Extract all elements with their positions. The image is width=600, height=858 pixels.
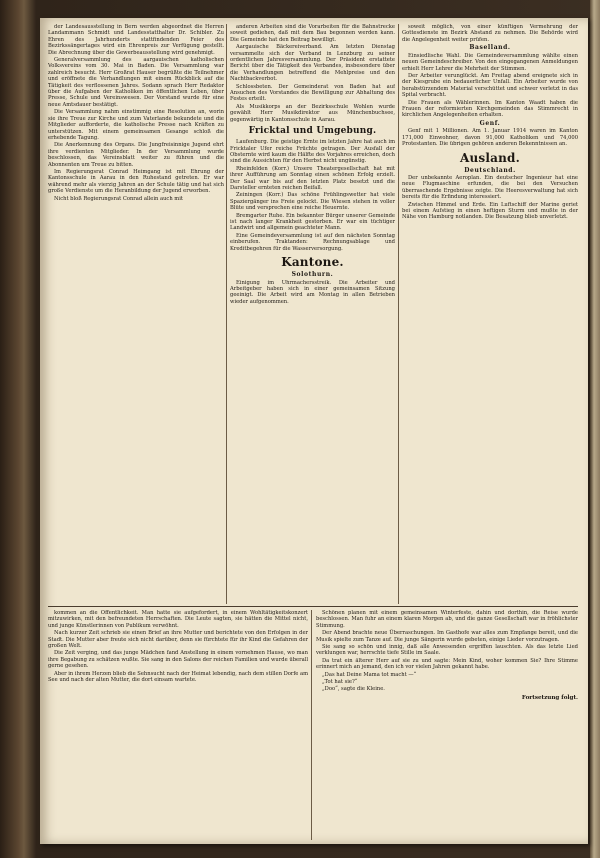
paragraph: anderen Arbeiten sind die Vorarbeiten für die Bahnstrecke soweit gediehen, daß mit dem Bau begonnen werden kann. Die Gemeinde hat den Beitrag bewilligt. (230, 24, 395, 43)
paragraph: Im Regierungsrat Conrad Heimgang ist mit Ehrung der Kantonsschule in Aarau in den Ruhestand getreten. Er war während mehr als vierzig Jahren an der Schule tätig und hat sich große Verdienste um die Heranbildung der Jugend erworben. (48, 168, 224, 195)
column-2 (230, 24, 395, 604)
feuilleton-left (48, 610, 308, 840)
column-divider (398, 24, 399, 604)
paragraph: Nach kurzer Zeit schrieb sie einen Brief an ihre Mutter und berichtete von den Erfolgen in der Stadt. Die Mutter aber freute sich nicht darüber, denn sie fürchtete für ihr Kind die Gefahren der großen Welt. (48, 630, 308, 650)
paragraph: Einigung im Uhrmachersstreik. Die Arbeiter und Arbeitgeber haben sich in einer gemeinsamen Sitzung geeinigt. Die Arbeit wird am Montag in allen Betrieben wieder aufgenommen. (230, 279, 395, 305)
paragraph: „Doo“, sagte die Kleine. (322, 686, 385, 693)
subheading-deutschland: Deutschland. (464, 166, 516, 174)
paragraph: Schönen planen mit einem gemeinsamen Winterfeste, dahin und dorthin, die Reise wurde beschlossen. Man fuhr an einem klaren Morgen ab, und die ganze Gesellschaft war in fröhlichster Stimmung. (316, 610, 578, 629)
paragraph: Die Frauen als Wählerinnen. Im Kanton Waadt haben die Frauen der reformierten Kirchgemeinden das Stimmrecht in kirchlichen Angelegenheiten erhalten. (402, 99, 578, 119)
paragraph: Aargauische Bäckereiverband. Am letzten Dienstag versammelte sich der Verband in Lenzburg zu seiner ordentlichen Jahresversammlung. Der Präsident erstattete Bericht über die Tätigkeit des Verbandes, insbesondere über die Verhandlungen betreffend die Mehlpreise und den Nachtbackverbot. (230, 44, 395, 83)
section-heading-ausland: Ausland. (459, 150, 521, 165)
paragraph: Generalversammlung des aargauischen katholischen Volksvereins vom 30. Mai in Baden. Die Versammlung war zahlreich besucht. Herr Großrat Hauser begrüßte die Teilnehmer und eröffnete die Verhandlungen mit einem Rückblick auf die Tätigkeit des verflossenen Jahres. Sodann sprach Herr Redaktor über die Aufgaben der Katholiken im öffentlichen Leben, über Presse, Schule und Vereinswesen. Der Vorstand wurde für eine neue Amtsdauer bestätigt. (48, 57, 224, 108)
paragraph: „Tot hat sie?“ (322, 679, 358, 686)
paragraph: Zwischen Himmel und Erde. Ein Luftschiff der Marine geriet bei einem Aufstieg in einen heftigen Sturm und mußte in der Nähe von Hamburg notlanden. Die Besatzung blieb unverletzt. (402, 201, 578, 221)
feuilleton-right (316, 610, 578, 840)
feuilleton-divider (48, 606, 578, 607)
subheading-baselland: Baselland. (469, 44, 511, 52)
paragraph: Aber in ihrem Herzen blieb die Sehnsucht nach der Heimat lebendig, nach dem stillen Dorfe am See und nach der alten Mutter, die dort einsam wartete. (48, 670, 308, 684)
column-divider (226, 24, 227, 604)
paragraph: Eine Gemeindeversammlung ist auf den nächsten Sonntag einberufen. Traktanden: Rechnungsablage und Kreditbegehren für die Wasserversorgung. (230, 232, 395, 252)
paragraph: Als Musikkorps an der Bezirksschule Wohlen wurde gewählt Herr Musikdirektor aus Münchenbuchsee, gegenwärtig in Kantonsschule in Aarau. (230, 103, 395, 123)
subheading-genf: Genf. (479, 119, 501, 127)
paragraph: Bremgarter Ruhe. Ein bekannter Bürger unserer Gemeinde ist nach langer Krankheit gestorben. Er war ein tüchtiger Landwirt und allgemein geachteter Mann. (230, 212, 395, 232)
paragraph: Rheinfelden (Korr.) Unsere Theatergesellschaft hat mit ihrer Aufführung am Sonntag einen schönen Erfolg erzielt. Der Saal war bis auf den letzten Platz besetzt und die Darsteller ernteten reichen Beifall. (230, 165, 395, 191)
section-heading-fricktal: Fricktal und Umgebung. (248, 126, 377, 137)
subheading-solothurn: Solothurn. (291, 271, 334, 278)
paragraph: Sie sang so schön und innig, daß alle Anwesenden ergriffen lauschten. Als das letzte Lied verklungen war, herrschte tiefe Stille im Saale. (316, 644, 578, 657)
paragraph: kommen an die Öffentlichkeit. Man hatte sie aufgefordert, in einem Wohltätigkeitskonzert mitzuwirken, mit den befreundeten Herrschaften. Die Leute sagten, sie hätten die Mittel nicht, und junge Künstlerinnen von Publikum verwöhnt. (48, 610, 308, 629)
paragraph: Einsiedlische Wahl. Die Gemeindeversammlung wählte einen neuen Gemeindeschreiber. Von den eingegangenen Anmeldungen erhielt Herr Lehrer die Mehrheit der Stimmen. (402, 52, 578, 72)
paragraph: soweit möglich, von einer künftigen Vermehrung der Gottesdienste im Bezirk Abstand zu nehmen. Die Behörde wird die Angelegenheit weiter prüfen. (402, 24, 578, 43)
page-stack-edge (590, 0, 600, 858)
paragraph: Der unbekannte Aeroplan. Ein deutscher Ingenieur hat eine neue Flugmaschine erfunden, die bei den Versuchen überraschende Ergebnisse zeigte. Die Heeresverwaltung hat sich bereits für die Erfindung interessiert. (402, 175, 578, 201)
column-divider (311, 610, 312, 840)
paragraph: Die Zeit verging, und das junge Mädchen fand Anstellung in einem vornehmen Hause, wo man ihre Begabung zu schätzen wußte. Sie sang in den Salons der reichen Familien und wurde überall gerne gesehen. (48, 650, 308, 670)
section-heading-kantone: Kantone. (281, 255, 344, 269)
paragraph: Genf mit 1 Millionen. Am 1. Januar 1914 waren im Kanton 171,000 Einwohner, davon 91,000 Katholiken und 74,000 Protestanten. Die übrigen gehören anderen Bekenntnissen an. (402, 128, 578, 148)
column-3 (402, 24, 578, 604)
paragraph: Zeiningen (Korr.) Das schöne Frühlingswetter hat viele Spaziergänger ins Freie gelockt. Die Wiesen stehen in voller Blüte und versprechen eine reiche Heuernte. (230, 192, 395, 212)
paragraph: Die Anerkennung des Organs. Die Jungfreisinnige Jugend ehrt ihre verdienten Mitglieder. In der Versammlung wurde beschlossen, das Vereinsblatt weiter zu führen und die Abonnenten um Treue zu bitten. (48, 142, 224, 168)
paragraph: der Landesausstellung in Bern werden abgeordnet die Herren Landammann Schmidt und Landesstatthalter Dr. Schibler. Zu Ehren des Jahrhunderts stattfindenden Feier des Bezirkssängertages wird ein Ehrenpreis zur Verfügung gestellt. Die Abrechnung über die Gewerbeausstellung wird genehmigt. (48, 24, 224, 56)
paragraph: „Das hat Deine Mama tot macht —“ (322, 671, 417, 678)
continuation-note: Fortsetzung folgt. (521, 694, 578, 701)
paragraph: Der Abend brachte neue Überraschungen. Im Gasthofe war alles zum Empfange bereit, und die Musik spielte zum Tanze auf. Die junge Sängerin wurde gebeten, einige Lieder vorzutragen. (316, 630, 578, 643)
paragraph: Die Versammlung nahm einstimmig eine Resolution an, worin sie ihre Treue zur Kirche und zum Vaterlande bekundete und die Mitglieder aufforderte, die katholische Presse nach Kräften zu unterstützen. Mit einem gemeinsamen Gesange schloß die erhebende Tagung. (48, 109, 224, 141)
paragraph: Schlossbeten. Der Gemeinderat von Baden hat auf Ansuchen des Vorstandes die Bewilligung zur Abhaltung des Festes erteilt. (230, 83, 395, 103)
column-1 (48, 24, 224, 604)
paragraph: Laufenburg. Die geistige Ernte im letzten Jahre hat auch im Fricktaler Ufer reiche Früchte getragen. Der Ausfall der Obsternte wird kaum die Hälfte des Vorjahres erreichen, doch sind die Aussichten für den Herbst nicht ungünstig. (230, 139, 395, 165)
newspaper-page (40, 18, 588, 844)
paragraph: Der Arbeiter verunglückt. Am Freitag abend ereignete sich in der Kiesgrube ein bedauerlicher Unfall. Ein Arbeiter wurde von herabstürzendem Material verschüttet und schwer verletzt in das Spital verbracht. (402, 72, 578, 99)
paragraph: Da trat ein älterer Herr auf sie zu und sagte: Mein Kind, woher kommen Sie? Ihre Stimme erinnert mich an jemand, den ich vor vielen Jahren gekannt habe. (316, 657, 578, 671)
paragraph: Nicht bloß Regierungsrat Conrad allein auch mit (54, 195, 183, 202)
